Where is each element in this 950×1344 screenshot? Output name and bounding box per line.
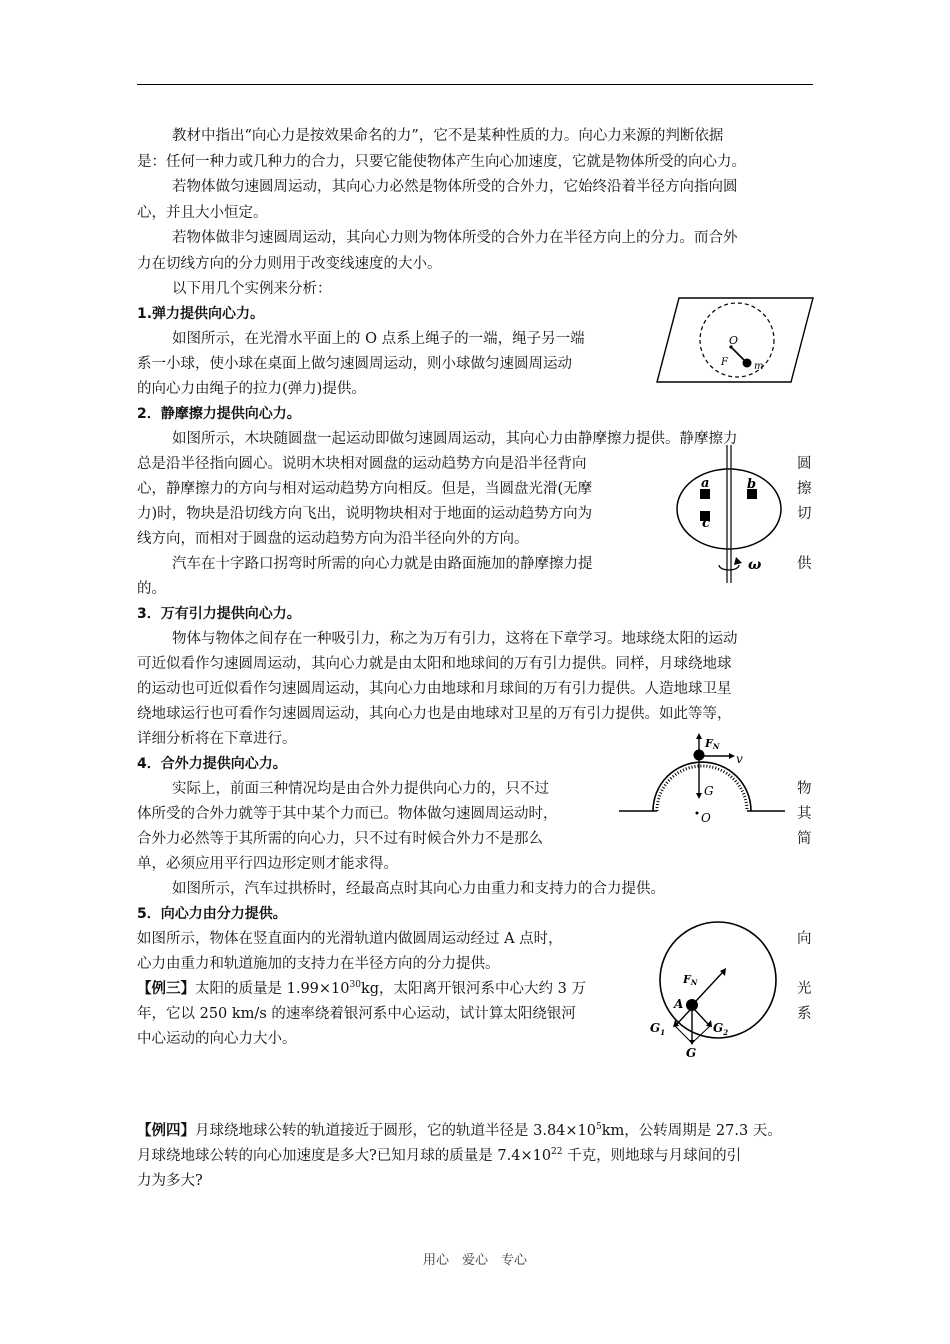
label-m: m xyxy=(754,361,764,372)
paragraph-line: 系一小球，使小球在桌面上做匀速圆周运动，则小球做匀速圆周运动 xyxy=(137,356,572,372)
label-omega: ω xyxy=(748,557,762,573)
wrap-char: 向 xyxy=(797,931,812,947)
exponent: 5 xyxy=(596,1122,602,1132)
example-4-label: 【例四】 xyxy=(137,1122,195,1139)
paragraph-line: 可近似看作匀速圆周运动，其向心力就是由太阳和地球间的万有引力提供。同样，月球绕地球 xyxy=(137,656,732,672)
wrap-char: 光 xyxy=(797,981,812,997)
label-o: O xyxy=(729,334,739,347)
label-f: F xyxy=(705,737,713,750)
figure-vertical-loop xyxy=(646,918,776,1060)
paragraph-line: 体所受的合外力就等于其中某个力而已。物体做匀速圆周运动时， xyxy=(137,806,558,822)
paragraph-line: 总是沿半径指向圆心。说明木块相对圆盘的运动趋势方向是沿半径背向 xyxy=(137,456,587,472)
label-a: a xyxy=(701,476,710,491)
g1-arrow xyxy=(677,1010,690,1024)
paragraph-line: 实际上，前面三种情况均是由合外力提供向心力的，只不过 xyxy=(172,781,549,797)
normal-force-arrow xyxy=(696,973,722,1001)
paragraph-line: 合外力必然等于其所需的向心力，只不过有时候合外力不是那么 xyxy=(137,831,543,847)
paragraph-line: 若物体做非匀速圆周运动，其向心力则为物体所受的合外力在半径方向上的分力。而合外 xyxy=(172,230,738,246)
paragraph-line: 绕地球运行也可看作匀速圆周运动，其向心力也是由地球对卫星的万有引力提供。如此等等， xyxy=(137,706,732,722)
label-sub: 1 xyxy=(660,1028,666,1037)
label-g1 xyxy=(650,1021,665,1037)
paragraph-line: 力在切线方向的分力则用于改变线速度的大小。 xyxy=(137,256,442,272)
example-3-line xyxy=(137,980,586,998)
paragraph-line: 汽车在十字路口拐弯时所需的向心力就是由路面施加的静摩擦力提 xyxy=(172,556,593,572)
label-sub: 2 xyxy=(723,1028,729,1037)
label-b: b xyxy=(747,477,757,492)
section-heading-3: 3．万有引力提供向心力。 xyxy=(137,606,301,622)
page-footer: 用心 爱心 专心 xyxy=(422,1253,527,1268)
ball xyxy=(743,359,752,368)
wrap-char: 切 xyxy=(797,506,812,522)
paragraph-line: 线方向，而相对于圆盘的运动趋势方向为沿半径向外的方向。 xyxy=(137,531,529,547)
center-point xyxy=(696,812,699,815)
rotation-arrowhead xyxy=(734,557,742,565)
paragraph-line: 心力由重力和轨道施加的支持力在半径方向的分力提供。 xyxy=(137,956,500,972)
parallelogram-side xyxy=(675,1026,692,1043)
paragraph-line: 的运动也可近似看作匀速圆周运动，其向心力由地球和月球间的万有引力提供。人造地球卫星 xyxy=(137,681,732,697)
paragraph-line: 以下用几个实例来分析： xyxy=(172,281,332,297)
example-text: km，公转周期是 27.3 天。 xyxy=(601,1123,782,1139)
paragraph-line: 的向心力由绳子的拉力(弹力)提供。 xyxy=(137,381,366,397)
label-g: G xyxy=(650,1021,661,1035)
example-4-line xyxy=(137,1147,741,1165)
label-fn xyxy=(704,737,720,751)
label-c: c xyxy=(702,516,710,531)
rotation-arrow xyxy=(719,565,739,570)
example-text: kg，太阳离开银河系中心大约 3 万 xyxy=(360,981,586,997)
example-text: 月球绕地球公转的轨道接近于圆形，它的轨道半径是 3.84×10 xyxy=(195,1123,596,1139)
paragraph-line: 详细分析将在下章进行。 xyxy=(137,731,297,747)
wrap-char: 其 xyxy=(797,806,812,822)
label-o: O xyxy=(701,811,711,825)
label-g: G xyxy=(713,1021,724,1035)
figure-rope-circle xyxy=(655,296,815,384)
paragraph-line: 如图所示，木块随圆盘一起运动即做匀速圆周运动，其向心力由静摩擦力提供。静摩擦力 xyxy=(172,431,738,447)
arrowhead xyxy=(696,793,702,799)
example-4-line xyxy=(137,1122,782,1140)
example-text: 月球绕地球公转的向心加速度是多大?已知月球的质量是 7.4×10 xyxy=(137,1148,552,1164)
section-heading-2: 2．静摩擦力提供向心力。 xyxy=(137,406,301,422)
paragraph-line: 如图所示，在光滑水平面上的 O 点系上绳子的一端，绳子另一端 xyxy=(172,331,585,347)
exponent: 22 xyxy=(551,1147,563,1157)
wrap-char: 圆 xyxy=(797,456,812,472)
section-heading-5: 5．向心力由分力提供。 xyxy=(137,906,287,922)
wrap-char: 物 xyxy=(797,781,812,797)
section-heading-4: 4．合外力提供向心力。 xyxy=(137,756,287,772)
label-sub: N xyxy=(690,978,698,987)
paragraph-line: 的。 xyxy=(137,581,166,597)
wrap-char: 系 xyxy=(797,1006,812,1022)
g2-arrow xyxy=(695,1010,708,1024)
example-text: 太阳的质量是 1.99×10 xyxy=(195,981,350,997)
paragraph-line: 是：任何一种力或几种力的合力，只要它能使物体产生向心加速度，它就是物体所受的向心力。 xyxy=(137,154,746,170)
label-g2 xyxy=(713,1021,728,1037)
paragraph-line: 如图所示，汽车过拱桥时，经最高点时其向心力由重力和支持力的合力提供。 xyxy=(172,881,665,897)
paragraph-line: 如图所示，物体在竖直面内的光滑轨道内做圆周运动经过 A 点时， xyxy=(137,931,563,947)
arch xyxy=(653,762,751,811)
paragraph-line: 年，它以 250 km/s 的速率绕着银河系中心运动，试计算太阳绕银河 xyxy=(137,1006,576,1022)
car xyxy=(694,750,705,761)
exponent: 30 xyxy=(349,980,361,990)
label-fn xyxy=(682,973,698,987)
paragraph-line: 若物体做匀速圆周运动，其向心力必然是物体所受的合外力，它始终沿着半径方向指向圆 xyxy=(172,179,738,195)
paragraph-line: 物体与物体之间存在一种吸引力，称之为万有引力，这将在下章学习。地球绕太阳的运动 xyxy=(172,631,738,647)
label-f: F xyxy=(683,973,691,986)
wrap-char: 供 xyxy=(797,556,812,572)
example-text: 千克，则地球与月球间的引 xyxy=(562,1148,742,1164)
paragraph-line: 力)时，物块是沿切线方向飞出，说明物块相对于地面的运动趋势方向为 xyxy=(137,506,593,522)
arrowhead xyxy=(696,733,702,739)
arrowhead xyxy=(729,753,735,759)
label-a: A xyxy=(674,997,684,1011)
example-3-label: 【例三】 xyxy=(137,980,195,997)
paragraph-line: 中心运动的向心力大小。 xyxy=(137,1031,297,1047)
label-g: G xyxy=(686,1046,697,1060)
wrap-char: 擦 xyxy=(797,481,812,497)
paragraph-line: 心，并且大小恒定。 xyxy=(137,205,268,221)
paragraph-line: 心，静摩擦力的方向与相对运动趋势方向相反。但是，当圆盘光滑(无摩 xyxy=(137,481,593,497)
label-f: F xyxy=(721,357,728,368)
wrap-char: 简 xyxy=(797,831,812,847)
paragraph-line: 单，必须应用平行四边形定则才能求得。 xyxy=(137,856,398,872)
section-heading-1: 1.弹力提供向心力。 xyxy=(137,306,265,322)
label-v: v xyxy=(736,752,743,766)
parallelogram-side xyxy=(692,1026,710,1043)
paragraph-line: 教材中指出“向心力是按效果命名的力”，它不是某种性质的力。向心力来源的判断依据 xyxy=(172,128,724,144)
paragraph-line: 力为多大? xyxy=(137,1173,203,1189)
label-sub: N xyxy=(712,742,720,751)
header-rule xyxy=(137,84,813,85)
label-g: G xyxy=(704,784,714,798)
figure-rotating-disc xyxy=(672,445,792,585)
figure-arch-bridge xyxy=(617,733,792,828)
